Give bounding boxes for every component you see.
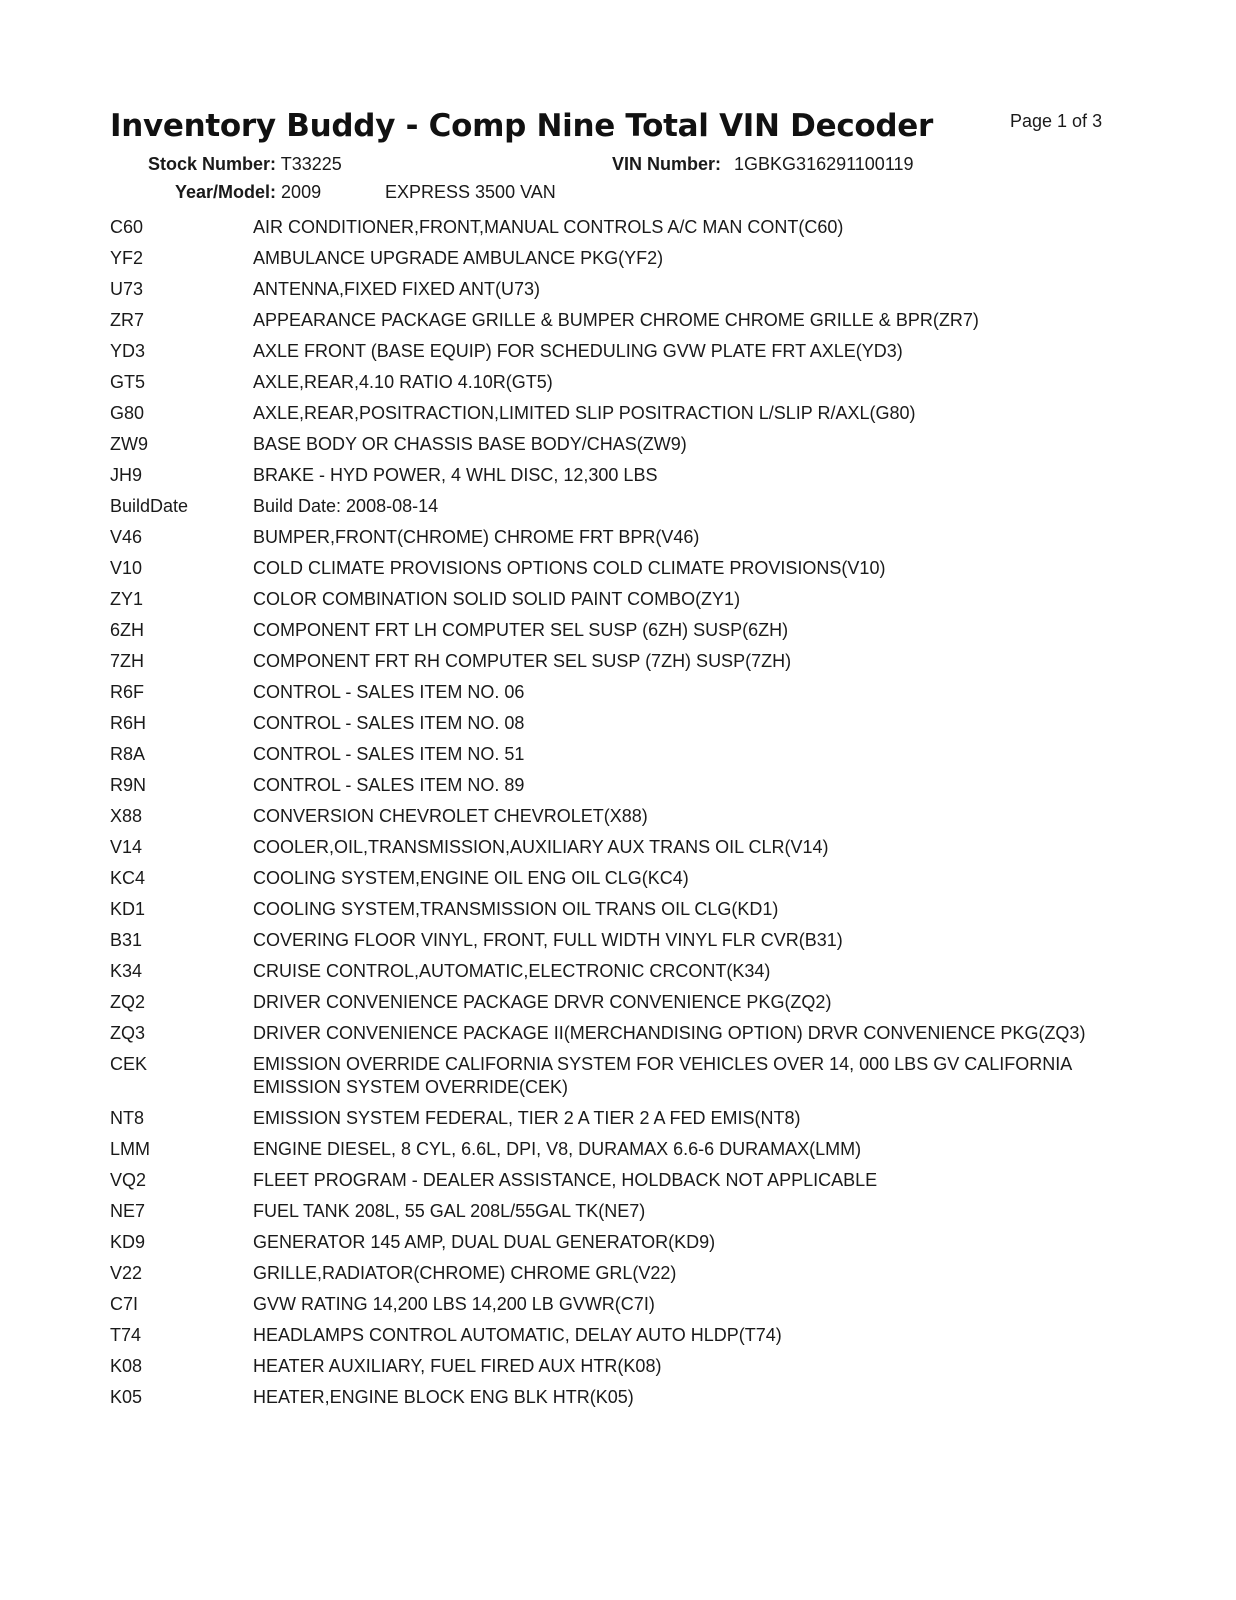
option-code: ZR7: [110, 310, 145, 330]
list-item: [110, 898, 1120, 921]
list-item: [110, 1355, 1120, 1378]
option-description: AXLE FRONT (BASE EQUIP) FOR SCHEDULING GVW PLATE FRT AXLE(YD3): [253, 341, 903, 361]
list-item: [110, 619, 1120, 642]
option-description: GRILLE,RADIATOR(CHROME) CHROME GRL(V22): [253, 1263, 677, 1283]
list-item: [110, 650, 1120, 673]
option-description: EMISSION SYSTEM FEDERAL, TIER 2 A TIER 2 A FED EMIS(NT8): [253, 1108, 801, 1128]
list-item: [110, 1324, 1120, 1347]
option-code: ZW9: [110, 434, 148, 454]
year-model-label: Year/Model:: [175, 182, 277, 202]
list-item: [110, 1386, 1120, 1409]
option-code: ZY1: [110, 589, 144, 609]
option-description: COOLING SYSTEM,ENGINE OIL ENG OIL CLG(KC4): [253, 868, 689, 888]
list-item: [110, 526, 1120, 549]
option-description: GVW RATING 14,200 LBS 14,200 LB GVWR(C7I): [253, 1294, 655, 1314]
option-code: NT8: [110, 1108, 145, 1128]
option-description: DRIVER CONVENIENCE PACKAGE DRVR CONVENIENCE PKG(ZQ2): [253, 992, 832, 1012]
list-item: [110, 1293, 1120, 1316]
model-value: EXPRESS 3500 VAN: [385, 182, 556, 202]
option-description: COLD CLIMATE PROVISIONS OPTIONS COLD CLIMATE PROVISIONS(V10): [253, 558, 886, 578]
option-description: COVERING FLOOR VINYL, FRONT, FULL WIDTH VINYL FLR CVR(B31): [253, 930, 843, 950]
list-item: [110, 681, 1120, 704]
list-item: [110, 1107, 1120, 1130]
option-description: CONTROL - SALES ITEM NO. 51: [253, 744, 525, 764]
option-description: CONTROL - SALES ITEM NO. 08: [253, 713, 525, 733]
list-item: [110, 1262, 1120, 1285]
option-description: FLEET PROGRAM - DEALER ASSISTANCE, HOLDBACK NOT APPLICABLE: [253, 1170, 878, 1190]
vin-number-field: [612, 154, 914, 175]
list-item: [110, 1231, 1120, 1254]
option-description: BASE BODY OR CHASSIS BASE BODY/CHAS(ZW9): [253, 434, 687, 454]
option-description: EMISSION OVERRIDE CALIFORNIA SYSTEM FOR VEHICLES OVER 14, 000 LBS GV CALIFORNIA EMISSION SYSTEM OVERRIDE(CEK): [253, 1054, 1072, 1097]
list-item: [110, 495, 1120, 518]
list-item: [110, 433, 1120, 456]
option-description: AIR CONDITIONER,FRONT,MANUAL CONTROLS A/C MAN CONT(C60): [253, 217, 844, 237]
list-item: [110, 743, 1120, 766]
option-code: K08: [110, 1356, 143, 1376]
option-description: COMPONENT FRT RH COMPUTER SEL SUSP (7ZH) SUSP(7ZH): [253, 651, 792, 671]
option-code: 6ZH: [110, 620, 145, 640]
list-item: [110, 960, 1120, 983]
option-description: BUMPER,FRONT(CHROME) CHROME FRT BPR(V46): [253, 527, 700, 547]
option-code: K05: [110, 1387, 143, 1407]
option-description: CONTROL - SALES ITEM NO. 89: [253, 775, 525, 795]
stock-number-value: T33225: [280, 154, 342, 174]
option-description: BRAKE - HYD POWER, 4 WHL DISC, 12,300 LBS: [253, 465, 658, 485]
list-item: [110, 371, 1120, 394]
option-description: APPEARANCE PACKAGE GRILLE & BUMPER CHROME CHROME GRILLE & BPR(ZR7): [253, 310, 979, 330]
option-description: AXLE,REAR,4.10 RATIO 4.10R(GT5): [253, 372, 553, 392]
option-description: CONTROL - SALES ITEM NO. 06: [253, 682, 525, 702]
list-item: [110, 402, 1120, 425]
option-code: K34: [110, 961, 143, 981]
list-item: [110, 774, 1120, 797]
option-code: V22: [110, 1263, 143, 1283]
list-item: [110, 1053, 1120, 1099]
option-description: DRIVER CONVENIENCE PACKAGE II(MERCHANDISING OPTION) DRVR CONVENIENCE PKG(ZQ3): [253, 1023, 1086, 1043]
year-model-field: [175, 182, 321, 203]
stock-number-label: Stock Number:: [148, 154, 277, 174]
option-code: KC4: [110, 868, 146, 888]
option-code: YF2: [110, 248, 144, 268]
list-item: [110, 1138, 1120, 1161]
list-item: [110, 805, 1120, 828]
option-code: U73: [110, 279, 144, 299]
vin-number-label: VIN Number:: [612, 154, 722, 174]
option-code: GT5: [110, 372, 146, 392]
page-number: Page 1 of 3: [1010, 111, 1103, 131]
option-code: R6H: [110, 713, 147, 733]
option-code: X88: [110, 806, 143, 826]
option-description: AXLE,REAR,POSITRACTION,LIMITED SLIP POSITRACTION L/SLIP R/AXL(G80): [253, 403, 916, 423]
list-item: [110, 464, 1120, 487]
option-code: KD1: [110, 899, 146, 919]
option-description: COLOR COMBINATION SOLID SOLID PAINT COMBO(ZY1): [253, 589, 741, 609]
option-description: COOLING SYSTEM,TRANSMISSION OIL TRANS OIL CLG(KD1): [253, 899, 779, 919]
option-description: FUEL TANK 208L, 55 GAL 208L/55GAL TK(NE7): [253, 1201, 646, 1221]
option-description: CONVERSION CHEVROLET CHEVROLET(X88): [253, 806, 648, 826]
option-code: KD9: [110, 1232, 146, 1252]
option-code: R8A: [110, 744, 146, 764]
option-description: HEATER AUXILIARY, FUEL FIRED AUX HTR(K08): [253, 1356, 662, 1376]
list-item: [110, 712, 1120, 735]
list-item: [110, 557, 1120, 580]
year-value: 2009: [281, 182, 322, 202]
stock-number-field: [148, 154, 342, 175]
option-code: R6F: [110, 682, 145, 702]
list-item: [110, 216, 1120, 239]
list-item: [110, 1022, 1120, 1045]
option-code: YD3: [110, 341, 146, 361]
vin-number-value: 1GBKG316291100119: [734, 154, 914, 174]
option-code: V10: [110, 558, 143, 578]
option-code: ZQ3: [110, 1023, 146, 1043]
option-description: COMPONENT FRT LH COMPUTER SEL SUSP (6ZH) SUSP(6ZH): [253, 620, 789, 640]
list-item: [110, 1200, 1120, 1223]
option-code: V46: [110, 527, 143, 547]
option-description: CRUISE CONTROL,AUTOMATIC,ELECTRONIC CRCONT(K34): [253, 961, 771, 981]
option-code: G80: [110, 403, 145, 423]
option-description: GENERATOR 145 AMP, DUAL DUAL GENERATOR(KD9): [253, 1232, 716, 1252]
list-item: [110, 867, 1120, 890]
option-description: AMBULANCE UPGRADE AMBULANCE PKG(YF2): [253, 248, 664, 268]
page-title: Inventory Buddy - Comp Nine Total VIN Decoder: [110, 108, 934, 144]
list-item: [110, 1169, 1120, 1192]
option-code: LMM: [110, 1139, 150, 1159]
option-code: T74: [110, 1325, 142, 1345]
list-item: [110, 309, 1120, 332]
option-code: C7I: [110, 1294, 139, 1314]
option-code: 7ZH: [110, 651, 145, 671]
option-code: BuildDate: [110, 496, 189, 516]
option-code: R9N: [110, 775, 147, 795]
option-description: HEATER,ENGINE BLOCK ENG BLK HTR(K05): [253, 1387, 634, 1407]
list-item: [110, 836, 1120, 859]
list-item: [110, 588, 1120, 611]
option-code: CEK: [110, 1054, 148, 1074]
option-code: C60: [110, 217, 144, 237]
option-code: VQ2: [110, 1170, 147, 1190]
option-description: ENGINE DIESEL, 8 CYL, 6.6L, DPI, V8, DURAMAX 6.6-6 DURAMAX(LMM): [253, 1139, 862, 1159]
option-description: COOLER,OIL,TRANSMISSION,AUXILIARY AUX TRANS OIL CLR(V14): [253, 837, 829, 857]
option-code: B31: [110, 930, 143, 950]
list-item: [110, 278, 1120, 301]
option-description: ANTENNA,FIXED FIXED ANT(U73): [253, 279, 541, 299]
option-code: ZQ2: [110, 992, 146, 1012]
list-item: [110, 340, 1120, 363]
option-code-list: [110, 216, 1120, 1417]
list-item: [110, 929, 1120, 952]
option-description: HEADLAMPS CONTROL AUTOMATIC, DELAY AUTO HLDP(T74): [253, 1325, 782, 1345]
list-item: [110, 247, 1120, 270]
option-code: V14: [110, 837, 143, 857]
list-item: [110, 991, 1120, 1014]
option-code: JH9: [110, 465, 143, 485]
option-description: Build Date: 2008-08-14: [253, 496, 439, 516]
option-code: NE7: [110, 1201, 146, 1221]
